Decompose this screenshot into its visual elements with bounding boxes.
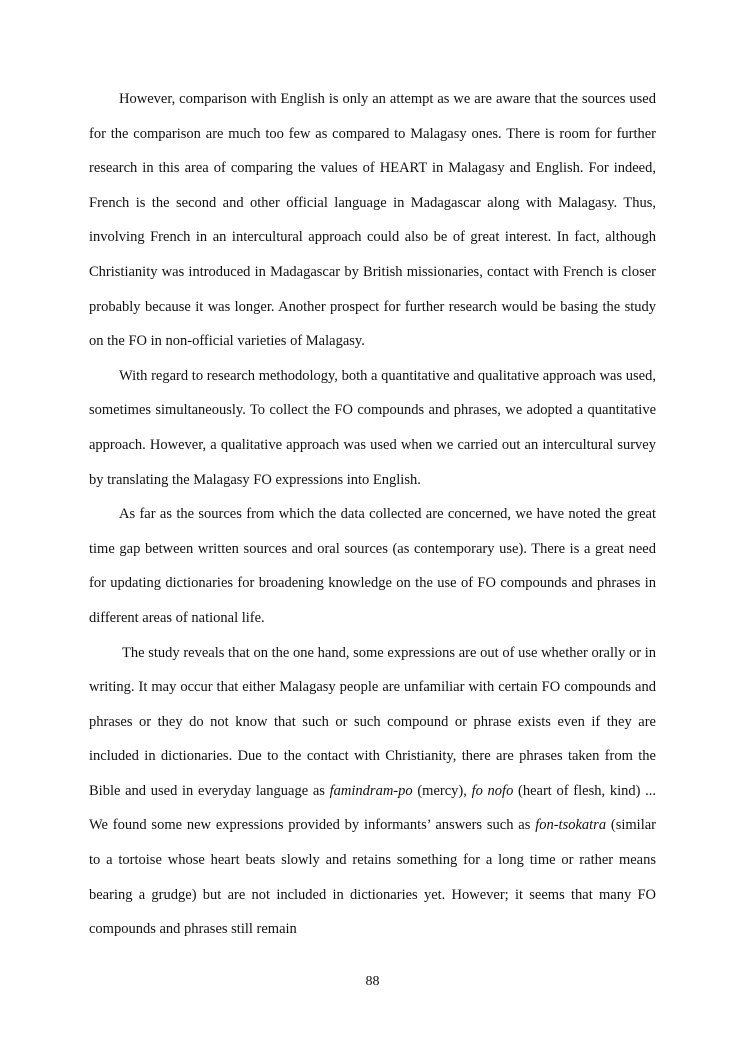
paragraph-data-sources: As far as the sources from which the data collected are concerned, we have noted the great time gap between written sources and oral sources (as contemporary use). There is a great need for updating dictionaries for broadening knowledge on the use of FO compounds and phrases in different areas of national life.: [89, 506, 656, 626]
page-body: [89, 82, 656, 947]
paragraph-study-findings: [89, 636, 656, 947]
findings-text-2: (mercy),: [412, 782, 472, 799]
findings-text-1: The study reveals that on the one hand, some expressions are out of use whether orally or in writing. It may occur that either Malagasy people are unfamiliar with certain FO compounds and phrases or they do not know that such or such compound or phrase exists even if they are included in dictionaries. Due to the contact with Christianity, there are phrases taken from the Bible and used in everyday language as: [89, 644, 656, 799]
findings-text-4: (similar to a tortoise whose heart beats slowly and retains something for a long time or rather means bearing a grudge) but are not included in dictionaries yet. However; it seems that many FO compounds and phrases still remain: [89, 817, 656, 938]
paragraph-further-research: However, comparison with English is only an attempt as we are aware that the sources used for the comparison are much too few as compared to Malagasy ones. There is room for further research in this area of comparing the values of HEART in Malagasy and English. For indeed, French is the second and other official language in Madagascar along with Malagasy. Thus, involving French in an intercultural approach could also be of great interest. In fact, although Christianity was introduced in Madagascar by British missionaries, contact with French is closer probably because it was longer. Another prospect for further research would be basing the study on the FO in non-official varieties of Malagasy.: [89, 91, 656, 350]
term-fon-tsokatra: fon-tsokatra: [535, 817, 607, 834]
term-fo-nofo: fo nofo: [471, 782, 514, 799]
paragraph-research-methodology: With regard to research methodology, both a quantitative and qualitative approach was used, sometimes simultaneously. To collect the FO compounds and phrases, we adopted a quantitative approach. However, a qualitative approach was used when we carried out an intercultural survey by translating the Malagasy FO expressions into English.: [89, 367, 656, 488]
term-famindram-po: famindram-po: [329, 782, 413, 799]
page-number: 88: [365, 974, 380, 989]
findings-text-3: (heart of flesh, kind) ... We found some new expressions provided by informants’ answers such as: [89, 782, 657, 834]
